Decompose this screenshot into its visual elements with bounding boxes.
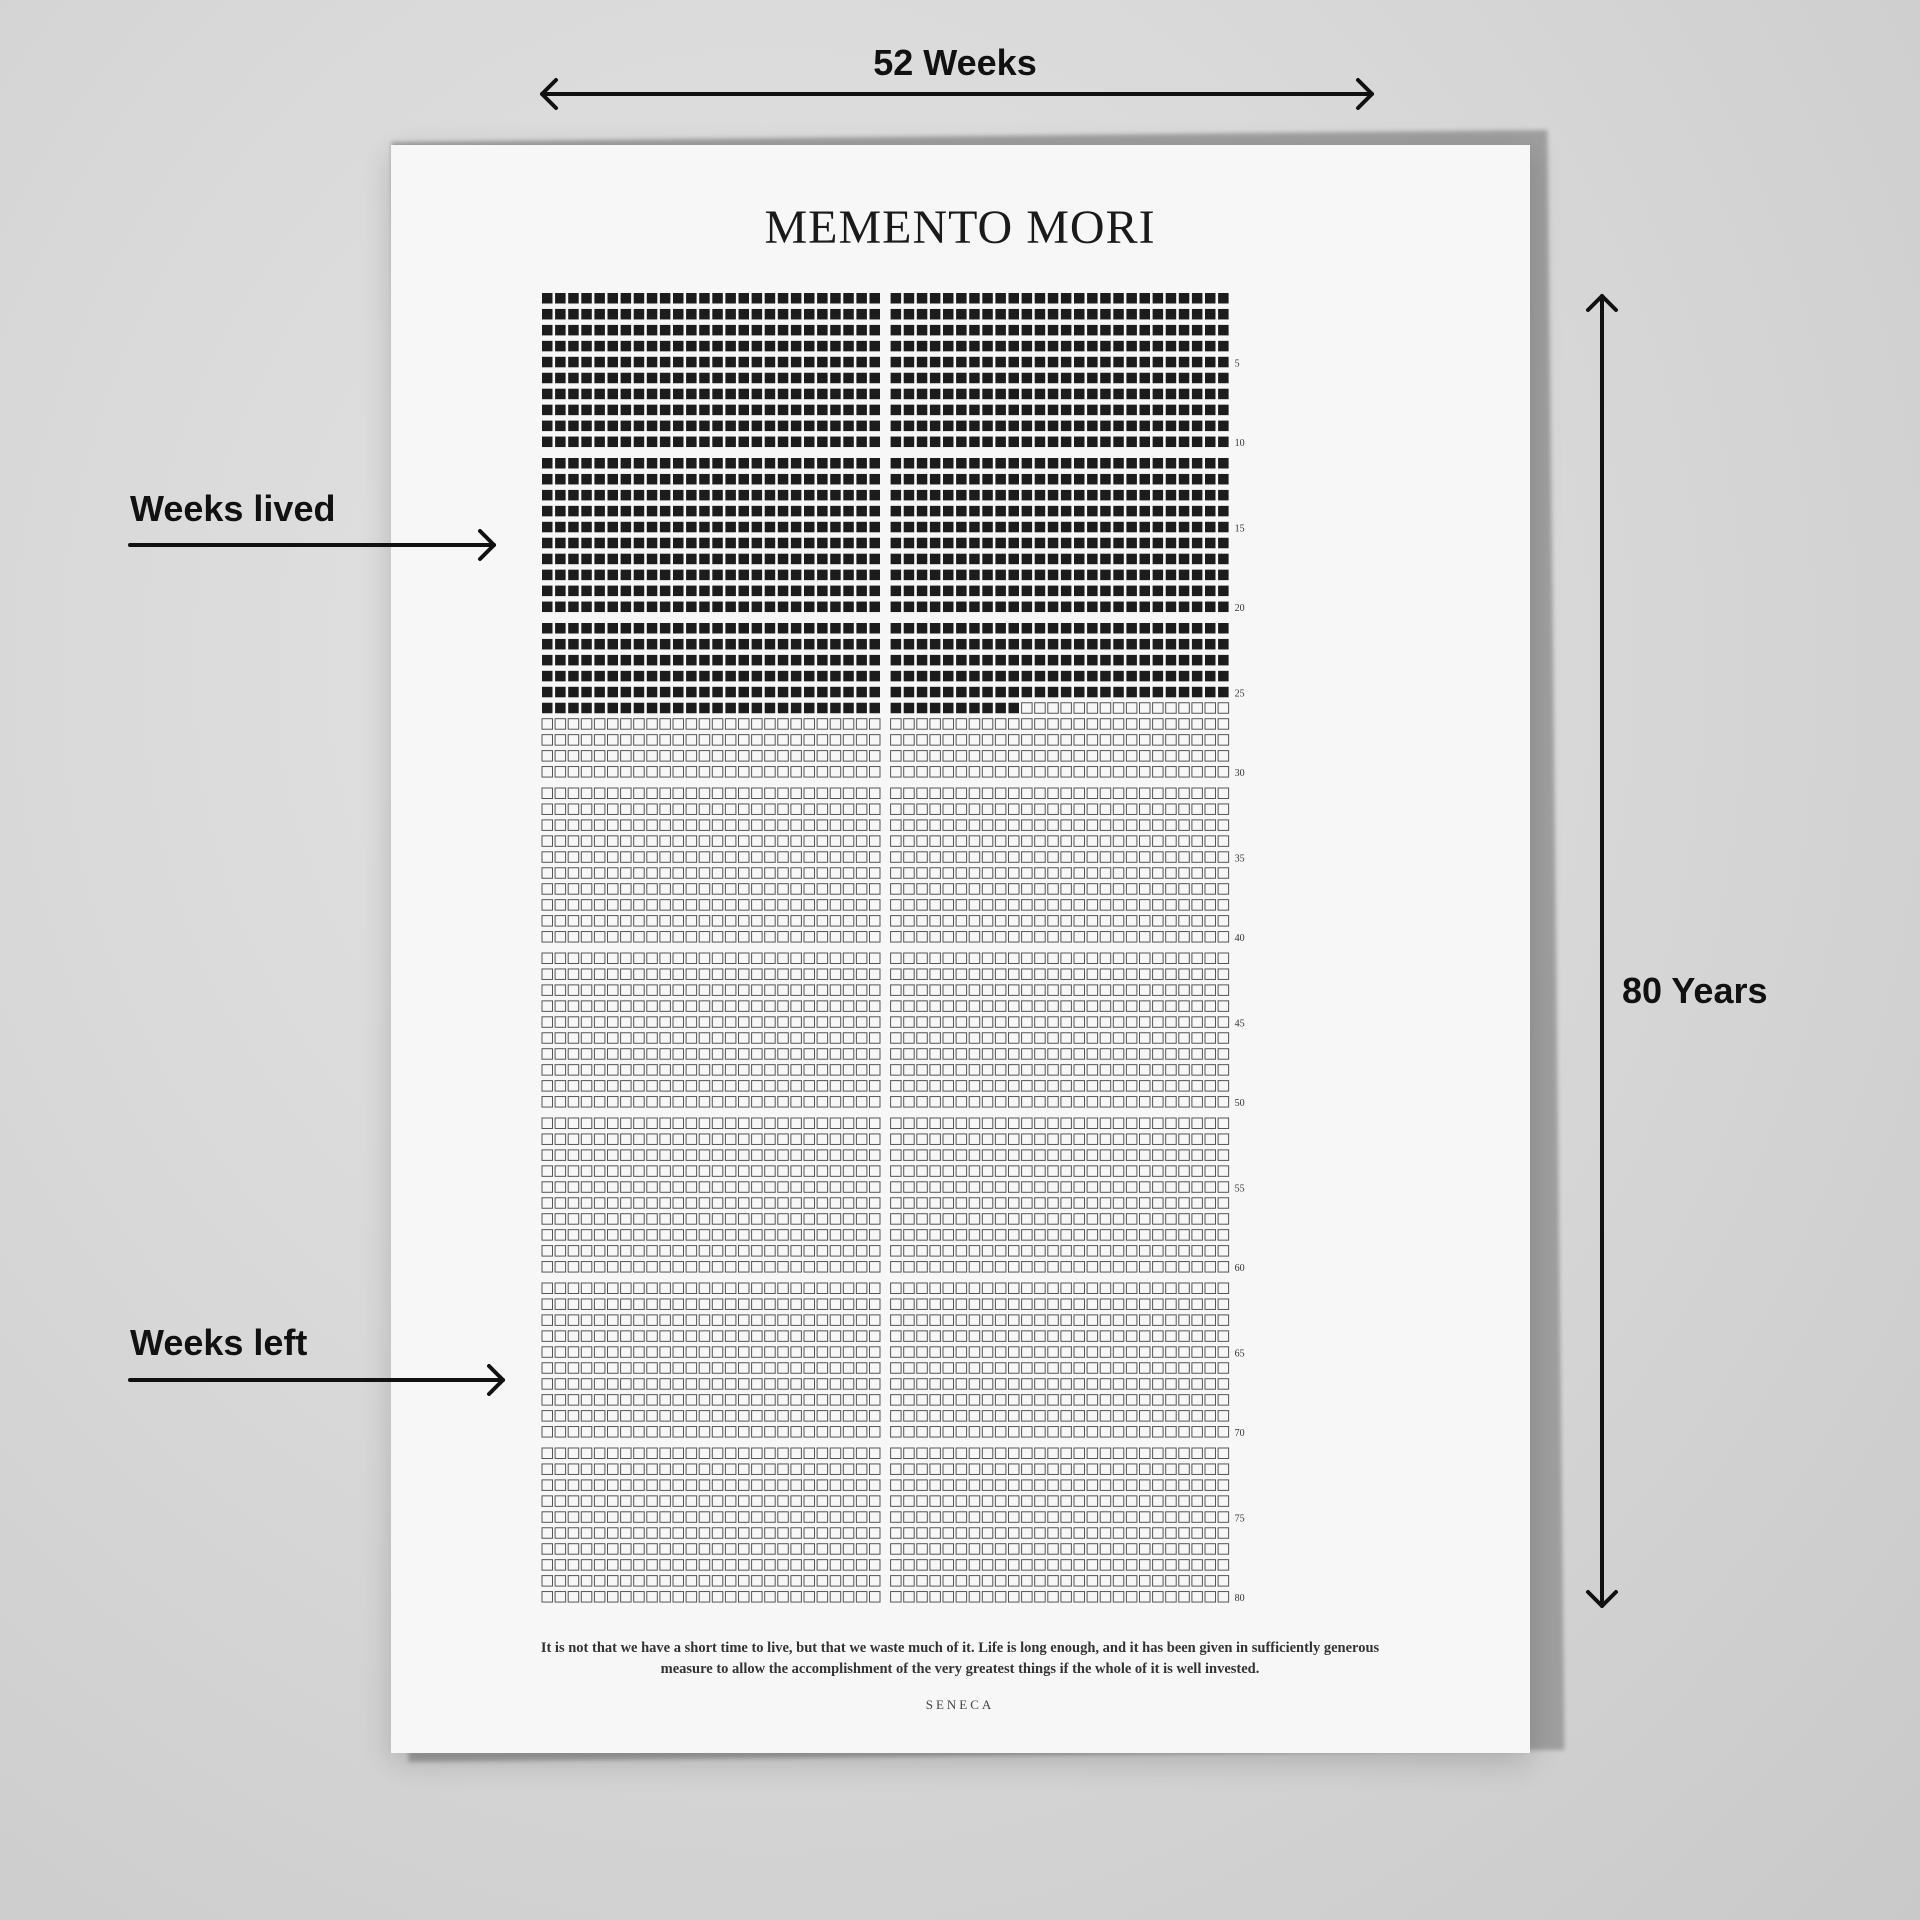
year-label: 10 — [1234, 438, 1245, 449]
quote-author: SENECA — [925, 1697, 995, 1712]
years-height-arrow-icon — [1588, 296, 1616, 1606]
year-label: 65 — [1234, 1348, 1245, 1360]
year-label: 45 — [1234, 1018, 1245, 1030]
poster-title: MEMENTO MORI — [764, 201, 1156, 254]
year-label: 60 — [1234, 1263, 1245, 1274]
weeks-left-label: Weeks left — [130, 1322, 308, 1363]
seneca-quote: It is not that we have a short time to live, but that we waste much of it. Life is long enough, and it has been given in sufficiently generous measure to allow the accomplishment of the very greatest things if the whole of it is well invested. — [540, 1640, 1380, 1677]
year-label: 30 — [1234, 768, 1245, 779]
year-label: 75 — [1234, 1513, 1245, 1525]
weeks-lived-label: Weeks lived — [130, 488, 336, 529]
weeks-width-arrow-icon — [542, 80, 1372, 108]
year-label: 80 — [1234, 1593, 1245, 1604]
year-label: 15 — [1234, 523, 1245, 535]
year-label: 50 — [1234, 1098, 1245, 1109]
year-label: 25 — [1234, 688, 1245, 700]
poster-sheet — [391, 145, 1530, 1753]
year-label: 55 — [1234, 1183, 1245, 1195]
year-label: 5 — [1234, 358, 1240, 370]
year-label: 70 — [1234, 1428, 1245, 1439]
year-label: 35 — [1234, 853, 1245, 865]
years-axis-label: 80 Years — [1622, 970, 1768, 1011]
weeks-axis-label: 52 Weeks — [873, 42, 1037, 83]
year-label: 40 — [1234, 933, 1245, 944]
year-label: 20 — [1234, 603, 1245, 614]
